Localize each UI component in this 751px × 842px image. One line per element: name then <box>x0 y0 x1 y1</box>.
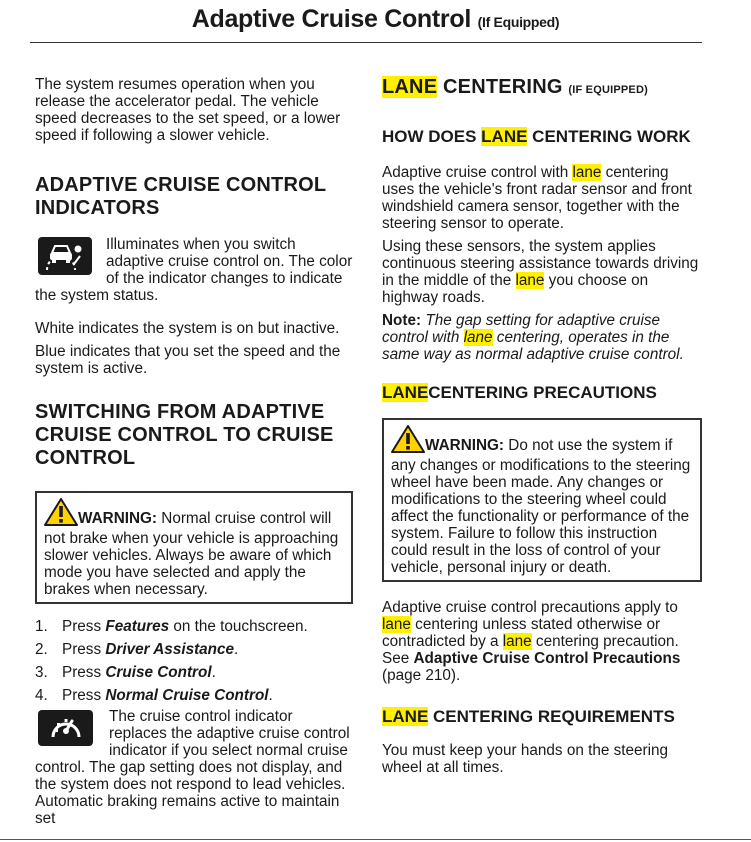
warning-box-lane <box>382 418 702 582</box>
page-title: Adaptive Cruise Control (If Equipped) <box>191 5 560 33</box>
warning-label: WARNING: <box>425 437 505 454</box>
how-paragraph-1: Adaptive cruise control with lane centering uses the vehicle's front radar sensor and front windshield camera sensor, together with the steering sensor to operate. <box>382 164 692 232</box>
note-paragraph: Note: The gap setting for adaptive cruise control with lane centering, operates in the same way as normal adaptive cruise control. <box>382 312 684 363</box>
switching-heading: SWITCHING FROM ADAPTIVE CRUISE CONTROL TO CRUISE CONTROL <box>35 401 334 469</box>
indicator-text: Illuminates when you switch adaptive cruise control on. The color of the indicator changes to indicate the system status. <box>35 236 353 304</box>
how-heading: HOW DOES LANE CENTERING WORK <box>382 127 691 146</box>
intro-paragraph: The system resumes operation when you release the accelerator pedal. The vehicle speed decreases to the set speed, or a lower speed if following a slower vehicle. <box>35 76 341 144</box>
cruise-control-indicator-icon <box>38 710 93 746</box>
warning-box-cruise <box>35 491 353 604</box>
steps-list <box>35 618 353 704</box>
blue-indicator-text: Blue indicates that you set the speed and the system is active. <box>35 343 341 377</box>
indicators-heading: ADAPTIVE CRUISE CONTROL INDICATORS <box>35 174 326 219</box>
white-indicator-text: White indicates the system is on but inactive. <box>35 320 340 337</box>
cruise-indicator-block <box>35 708 353 827</box>
list-item: 4. Press Normal Cruise Control. <box>35 687 273 704</box>
cruise-indicator-text: The cruise control indicator replaces the adaptive cruise control indicator if you select normal cruise control. The gap setting does not display, and the system does not respond to lead vehicles. Automatic braking remains active to maintain set <box>35 708 350 827</box>
warning-triangle-icon <box>391 425 425 457</box>
precautions-link[interactable]: Adaptive Cruise Control Precautions <box>413 650 681 667</box>
warning-text: Normal cruise control will not brake when your vehicle is approaching slower vehicles. Always be aware of which mode you have selected and apply the brakes when necessary. <box>44 510 339 598</box>
title-divider <box>30 42 702 43</box>
how-paragraph-2: Using these sensors, the system applies continuous steering assistance towards driving in the middle of the lane you choose on highway roads. <box>382 238 699 306</box>
indicator-block <box>35 236 353 304</box>
adaptive-cruise-indicator-icon <box>38 237 92 275</box>
requirements-heading: LANE CENTERING REQUIREMENTS <box>382 707 675 726</box>
list-item: 2. Press Driver Assistance. <box>35 641 239 658</box>
right-column <box>382 76 702 776</box>
requirements-text: You must keep your hands on the steering wheel at all times. <box>382 742 669 776</box>
precautions-heading: LANECENTERING PRECAUTIONS <box>382 383 657 402</box>
list-item: 1. Press Features on the touchscreen. <box>35 618 308 635</box>
warning-label: WARNING: <box>78 510 158 527</box>
list-item: 3. Press Cruise Control. <box>35 664 216 681</box>
precautions-paragraph: Adaptive cruise control precautions apply to lane centering unless stated otherwise or contradicted by a lane centering precaution. See Adaptive Cruise Control Precautions (page 210). <box>382 599 681 684</box>
warning-text: Do not use the system if any changes or modifications to the steering wheel have been made. Any changes or modifications to the steering wheel could affect the functionality or performance of the system. Failure to follow this instruction could result in the loss of control of your vehicle, personal injury or death. <box>391 437 691 576</box>
bottom-divider <box>0 839 751 840</box>
left-column <box>35 76 353 827</box>
lane-centering-heading: LANE CENTERING (IF EQUIPPED) <box>382 76 648 98</box>
warning-triangle-icon <box>44 498 78 530</box>
